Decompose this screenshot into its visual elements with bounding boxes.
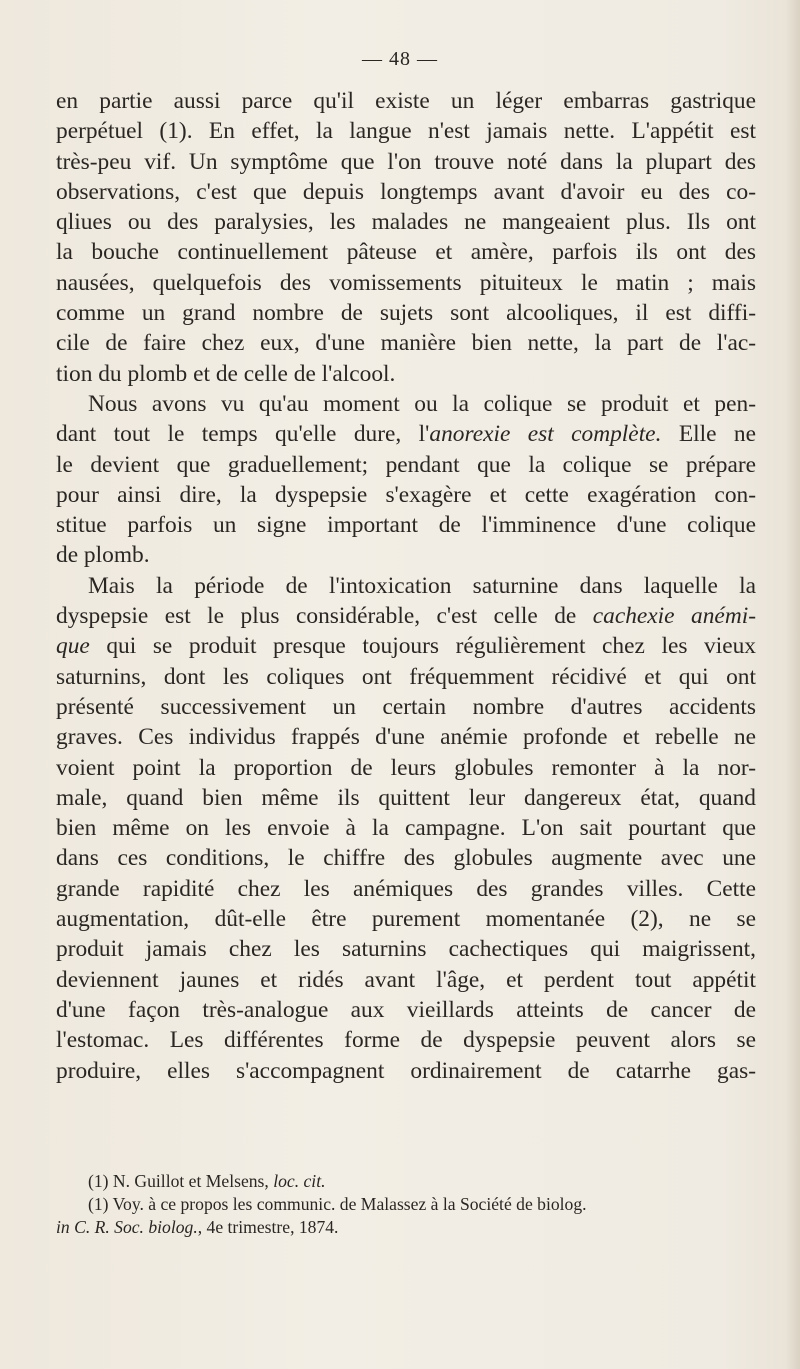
text-segment: male, quand bien même ils quittent leur dangereux état, quand	[56, 784, 756, 811]
text-line	[56, 874, 756, 904]
text-segment: pour ainsi dire, la dyspepsie s'exagère et cette exagération con-	[56, 481, 756, 508]
text-segment: Nous avons vu qu'au moment ou la colique se produit et pen-	[88, 390, 756, 417]
text-line	[56, 237, 756, 267]
text-line	[56, 450, 756, 480]
text-line	[56, 510, 756, 540]
text-segment: stitue parfois un signe important de l'imminence d'une colique	[56, 512, 756, 539]
text-segment: très-peu vif. Un symptôme que l'on trouve noté dans la plupart des	[56, 148, 756, 175]
text-segment: observations, c'est que depuis longtemps avant d'avoir eu des co-	[56, 178, 756, 205]
text-segment: dyspepsie est le plus considérable, c'est celle de	[56, 603, 593, 630]
text-segment: tion du plomb et de celle de l'alcool.	[56, 360, 396, 387]
text-segment: l'estomac. Les différentes forme de dyspepsie peuvent alors se	[56, 1027, 756, 1054]
text-segment: perpétuel (1). En effet, la langue n'est jamais nette. L'appétit est	[56, 118, 756, 145]
text-line	[56, 147, 756, 177]
text-line	[56, 419, 756, 449]
text-segment: deviennent jaunes et ridés avant l'âge, et perdent tout appétit	[56, 966, 756, 993]
text-line	[56, 601, 756, 631]
text-segment: saturnins, dont les coliques ont fréquemment récidivé et qui ont	[56, 663, 756, 690]
italic-text: loc. cit.	[273, 1171, 326, 1191]
text-line	[56, 904, 756, 934]
text-segment: qui se produit presque toujours régulièrement chez les vieux	[89, 633, 756, 660]
text-line	[56, 177, 756, 207]
footnote-line	[56, 1170, 756, 1193]
text-line	[56, 965, 756, 995]
text-line	[56, 480, 756, 510]
text-line	[56, 783, 756, 813]
text-line	[56, 328, 756, 358]
text-segment: grande rapidité chez les anémiques des grandes villes. Cette	[56, 875, 756, 902]
text-line	[56, 571, 756, 601]
text-line	[56, 116, 756, 146]
text-line	[56, 692, 756, 722]
text-segment: Elle ne	[661, 421, 756, 448]
text-segment: comme un grand nombre de sujets sont alcooliques, il est diffi-	[56, 300, 756, 327]
text-segment: bien même on les envoie à la campagne. L'on sait pourtant que	[56, 815, 756, 842]
footnote-line	[56, 1216, 756, 1239]
text-segment: , 4e trimestre, 1874.	[197, 1217, 339, 1237]
text-segment: (1) N. Guillot et Melsens,	[88, 1171, 274, 1191]
italic-text: que	[56, 633, 90, 660]
text-line	[56, 631, 756, 661]
text-line	[56, 1056, 756, 1086]
text-segment: Mais la période de l'intoxication saturnine dans laquelle la	[88, 572, 756, 599]
text-segment: dans ces conditions, le chiffre des globules augmente avec une	[56, 845, 756, 872]
text-segment: cile de faire chez eux, d'une manière bien nette, la part de l'ac-	[56, 330, 756, 357]
text-segment: (1) Voy. à ce propos les communic. de Malassez à la Société de biolog.	[88, 1194, 587, 1214]
text-segment: qliues ou des paralysies, les malades ne mangeaient plus. Ils ont	[56, 209, 756, 236]
text-line	[56, 389, 756, 419]
text-segment: voient point la proportion de leurs globules remonter à la nor-	[56, 754, 756, 781]
text-line	[56, 86, 756, 116]
footnotes	[56, 1170, 756, 1239]
italic-text: in C. R. Soc. biolog.	[56, 1217, 198, 1237]
text-segment: en partie aussi parce qu'il existe un léger embarras gastrique	[56, 88, 756, 114]
text-line	[56, 995, 756, 1025]
page-number: — 48 —	[362, 48, 438, 70]
body-text	[56, 86, 756, 1086]
text-line	[56, 1025, 756, 1055]
text-line	[56, 298, 756, 328]
text-line	[56, 934, 756, 964]
text-line	[56, 722, 756, 752]
page-edge-shadow	[786, 0, 800, 1369]
text-segment: augmentation, dût-elle être purement momentanée (2), ne se	[56, 906, 756, 933]
text-segment: présenté successivement un certain nombre d'autres accidents	[56, 693, 756, 720]
text-segment: produire, elles s'accompagnent ordinairement de catarrhe gas-	[56, 1057, 756, 1084]
text-line	[56, 813, 756, 843]
text-segment: nausées, quelquefois des vomissements pituiteux le matin ; mais	[56, 269, 756, 296]
text-line	[56, 359, 756, 389]
text-line	[56, 662, 756, 692]
text-line	[56, 753, 756, 783]
text-segment: le devient que graduellement; pendant que la colique se prépare	[56, 451, 756, 478]
text-line	[56, 843, 756, 873]
text-segment: de plomb.	[56, 542, 150, 569]
text-line	[56, 207, 756, 237]
text-segment: la bouche continuellement pâteuse et amère, parfois ils ont des	[56, 239, 756, 266]
text-line	[56, 540, 756, 570]
text-segment: dant tout le temps qu'elle dure, l'	[56, 421, 430, 448]
text-segment: graves. Ces individus frappés d'une anémie profonde et rebelle ne	[56, 724, 756, 751]
footnote-line	[56, 1193, 756, 1216]
text-segment: produit jamais chez les saturnins cachectiques qui maigrissent,	[56, 936, 756, 963]
text-line	[56, 268, 756, 298]
italic-text: cachexie anémi-	[592, 603, 756, 630]
italic-text: anorexie est complète.	[429, 421, 662, 448]
text-segment: d'une façon très-analogue aux vieillards atteints de cancer de	[56, 996, 756, 1023]
